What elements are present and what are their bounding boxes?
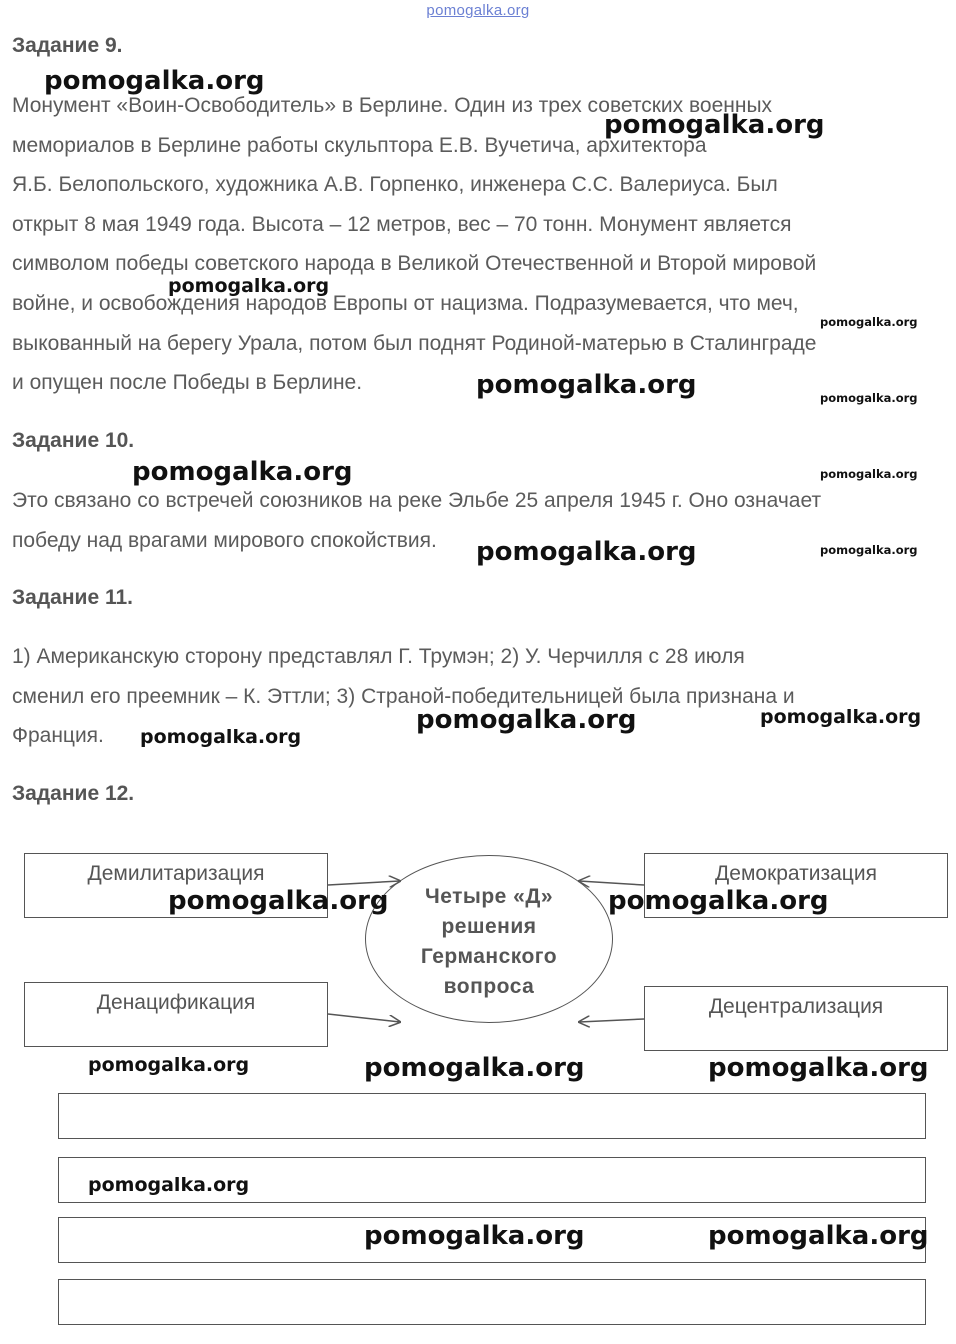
center-line: Германского (420, 945, 558, 968)
watermark: pomogalka.org (132, 457, 353, 487)
box-democratization-label: Демократизация (715, 862, 877, 885)
box-denazification-label: Денацификация (96, 991, 256, 1014)
top-watermark[interactable]: pomogalka.org (426, 2, 530, 19)
task11-line: сменил его преемник – К. Эттли; 3) Страной-победительницей была признана и (12, 684, 795, 708)
answer-box-4[interactable] (58, 1279, 926, 1325)
task9-line: Я.Б. Белопольского, художника А.В. Горпенко, инженера С.С. Валериуса. Был (12, 173, 778, 197)
watermark: pomogalka.org (708, 1053, 929, 1083)
box-demilitarization-label: Демилитаризация (87, 862, 265, 885)
watermark: pomogalka.org (760, 706, 922, 728)
center-line: Четыре «Д» (424, 885, 554, 908)
watermark: pomogalka.org (820, 391, 918, 405)
task9-line: войне, и освобождения народов Европы от нацизма. Подразумевается, что меч, (12, 291, 799, 315)
watermark: pomogalka.org (416, 705, 637, 735)
watermark: pomogalka.org (364, 1221, 585, 1251)
task9-line: открыт 8 мая 1949 года. Высота – 12 метров, вес – 70 тонн. Монумент является (12, 212, 792, 236)
arrow-democratization (579, 881, 644, 885)
watermark: pomogalka.org (476, 537, 697, 567)
watermark: pomogalka.org (168, 886, 389, 916)
watermark: pomogalka.org (364, 1053, 585, 1083)
watermark: pomogalka.org (820, 315, 918, 329)
task11-line: 1) Американскую сторону представлял Г. Трумэн; 2) У. Черчилля с 28 июля (12, 645, 745, 668)
watermark: pomogalka.org (476, 370, 697, 400)
task10-line: победу над врагами мирового спокойствия. (12, 528, 437, 552)
task11-line: Франция. (12, 724, 104, 748)
arrow-demilitarization (328, 881, 400, 885)
answer-box-1[interactable] (58, 1093, 926, 1139)
watermark: pomogalka.org (88, 1174, 250, 1196)
center-line: решения (441, 915, 537, 938)
watermark: pomogalka.org (140, 726, 302, 748)
task10-line: Это связано со встречей союзников на реке Эльбе 25 апреля 1945 г. Оно означает (12, 489, 822, 512)
task11-heading: Задание 11. (12, 586, 133, 609)
task10-heading: Задание 10. (12, 429, 135, 452)
task9-line: мемориалов в Берлине работы скульптора Е.В. Вучетича, архитектора (12, 133, 707, 157)
arrow-denazification (328, 1014, 400, 1022)
task9-heading: Задание 9. (12, 34, 123, 57)
task9-line: символом победы советского народа в Великой Отечественной и Второй мировой (12, 252, 817, 276)
watermark: pomogalka.org (604, 110, 825, 140)
watermark: pomogalka.org (168, 275, 330, 297)
watermark: pomogalka.org (820, 467, 918, 481)
task9-line: выкованный на берегу Урала, потом был поднят Родиной-матерью в Сталинграде (12, 331, 817, 355)
watermark: pomogalka.org (44, 66, 265, 96)
watermark: pomogalka.org (708, 1221, 929, 1251)
watermark: pomogalka.org (608, 886, 829, 916)
task12-heading: Задание 12. (12, 782, 135, 805)
watermark: pomogalka.org (820, 543, 918, 557)
center-line: вопроса (443, 975, 535, 998)
box-decentralization-label: Децентрализация (708, 995, 884, 1018)
task9-line: и опущен после Победы в Берлине. (12, 371, 363, 395)
arrow-decentralization (579, 1019, 644, 1022)
task9-line: Монумент «Воин-Освободитель» в Берлине. Один из трех советских военных (12, 94, 773, 117)
watermark: pomogalka.org (88, 1054, 250, 1076)
